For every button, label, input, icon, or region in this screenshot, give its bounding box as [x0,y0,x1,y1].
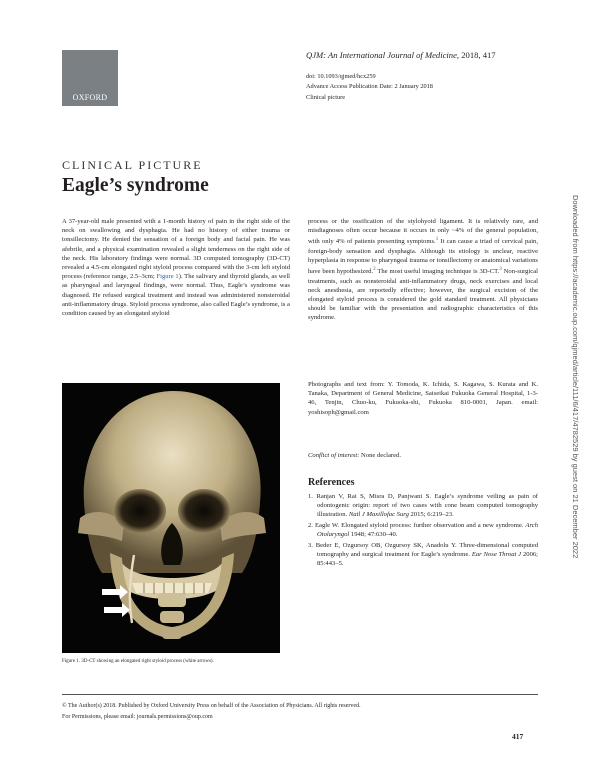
advance-access-date: Advance Access Publication Date: 2 January 2018 [306,83,433,91]
author-contact: Photographs and text from: Y. Tomoda, K. Ichida, S. Kagawa, S. Kurata and K. Tanaka, Department of General Medicine, Saiseikai Fukuoka General Hospital, 1-3-46, Tenjin, Chuo-ku, Fukuoka-shi, Fukuoka 810-0001, Japan. email: yoshisoph@gmail.com [308,381,538,416]
article-title: Eagle’s syndrome [62,175,209,196]
reference-item: 1. Ranjan V, Rai S, Misra D, Panjwani S. Eagle’s syndrome veiling as pain of odontogenic origin: report of two cases with cone beam computed tomography illustration. Natl J Maxillofac Surg 2015; 6:219–23. [308,493,538,519]
reference-item: 3. Beder E, Ozgursoy OB, Ozgursoy SK, Anadolu Y. Three-dimensional computed tomography and surgical treatment for Eagle’s syndrome. Ear Nose Throat J 2006; 85:443–5. [308,542,538,568]
footer-divider [62,694,538,695]
journal-citation: , 2018, 417 [456,50,496,60]
permissions-line: For Permissions, please email: journals.permissions@oup.com [62,713,213,720]
body-column-2: process or the ossification of the stylohyoid ligament. It is relatively rare, and misdiagnoses often occur because it occurs in only ~4% of the general population, with only 4% of patients presenting symptoms.$^1$ It can cause a triad of cervical pain, foreign-body sensation and dysphagia. Although its etiology is unclear, reactive hyperplasia in response to pharyngeal trauma or tonsillectomy or anatomical variations have been hypothesized.$^2$ The most useful imaging technique is 3D-CT.$^3$ Non-surgical treatments, such as nonsteroidal anti-inflammatory drugs, neck exercises and local neck anesthesia, are reportedly effective; however, the surgical excision of the elongated styloid process is considered the gold standard treatment. All physicians should be familiar with the presentation and radiographic characteristics of this syndrome. [308,218,538,322]
ref-link-2[interactable]: 2 [373,267,376,273]
page-number: 417 [512,732,524,741]
ref-link-3[interactable]: 3 [499,267,502,273]
journal-name: QJM: An International Journal of Medicine [306,50,457,60]
skull-3d-ct-image [62,383,280,653]
conflict-of-interest: Conflict of interest: None declared. [308,452,401,459]
ref-link-1[interactable]: 1 [435,237,439,243]
ct-skull-figure [62,383,280,653]
figure-1-link[interactable]: Figure 1 [156,273,179,281]
doi[interactable]: doi: 10.1093/qjmed/hcx259 [306,73,376,80]
references-heading: References [308,477,355,488]
reference-item: 2. Eagle W. Elongated styloid process: further observation and a new syndrome. Arch Otolaryngol 1948; 47:630–40. [308,522,538,539]
section-label: CLINICAL PICTURE [62,158,203,172]
oxford-logo: OXFORD [62,50,118,106]
figure-caption: Figure 1. 3D-CT showing an elongated right styloid process (white arrows). [62,659,214,664]
body-column-1: A 37-year-old male presented with a 1-month history of pain in the right side of the neck on swallowing and dysphagia. He had no history of either trauma or tonsillectomy. He denied the sensation of a foreign body and facial pain. He was afebrile, and a physical examination revealed a slight tenderness on the right side of the neck. His laboratory findings were normal. 3D computed tomography (3D-CT) revealed a 4.5-cm elongated right styloid process compared with the 3-cm left styloid process (reference range, 2.5–3cm; Figure 1). The salivary and thyroid glands, as well as pharyngeal and laryngeal findings, were normal. Thus, Eagle’s syndrome was diagnosed. He refused surgical treatment and instead was administered nonsteroidal anti-inflammatory drugs. Styloid process syndrome, also called Eagle’s syndrome, is a condition caused by an elongated styloid [62,218,290,318]
journal-header [306,50,496,60]
article-type: Clinical picture [306,93,345,101]
copyright-notice: © The Author(s) 2018. Published by Oxford University Press on behalf of the Association of Physicians. All rights reserved. For Permissions, please email: journals.permissions@oup.com [62,701,361,722]
reference-list [308,492,538,570]
article-meta [306,72,433,103]
